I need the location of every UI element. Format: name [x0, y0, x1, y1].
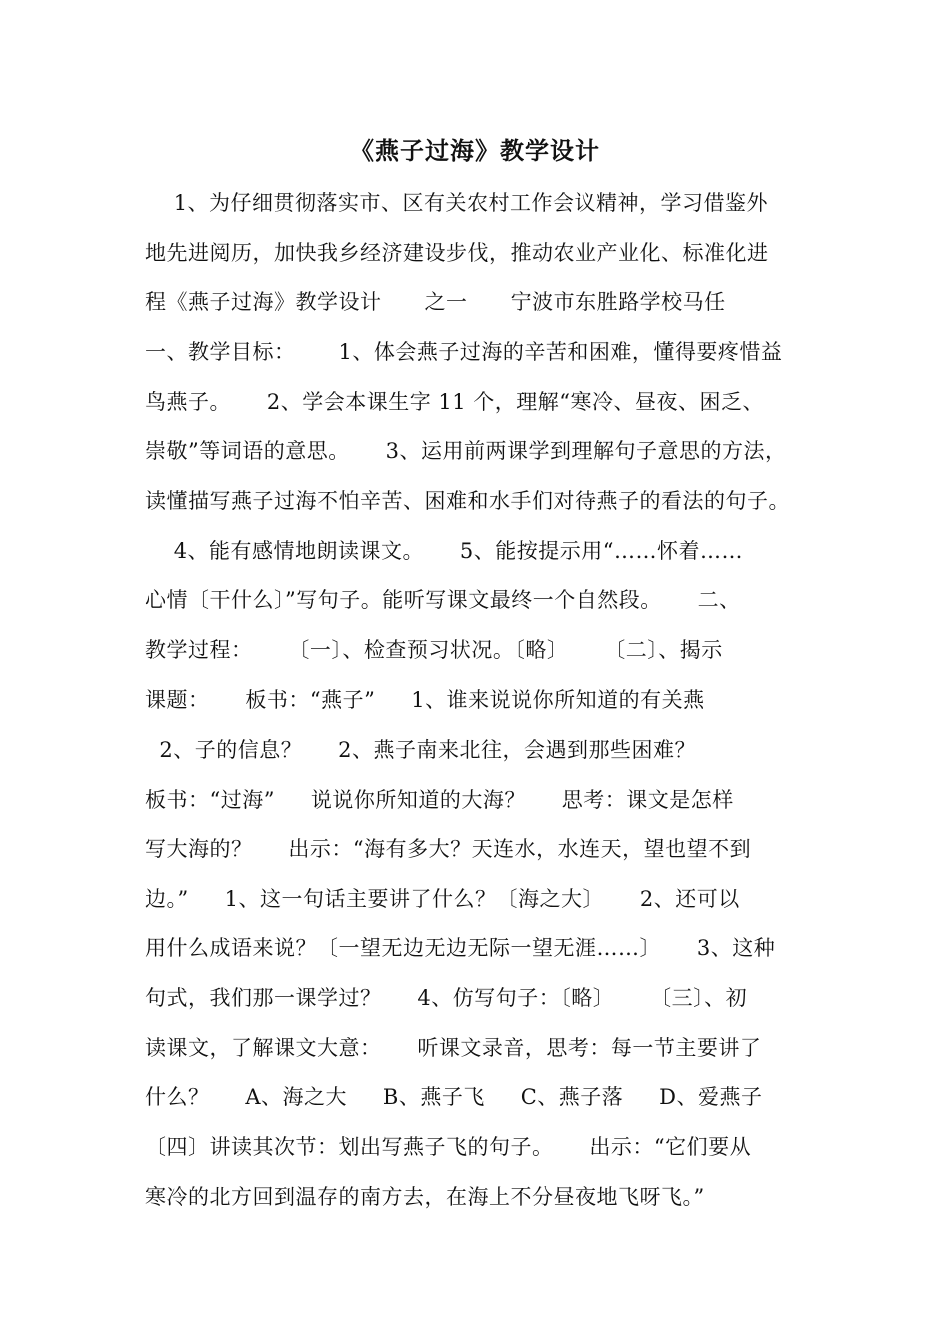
text-line: 心情〔干什么〕”写句子。能听写课文最终一个自然段。 二、: [145, 588, 741, 612]
text-line: 1、为仔细贯彻落实市、区有关农村工作会议精神，学习借鉴外: [145, 191, 769, 215]
text-line: 程《燕子过海》教学设计 之一 宁波市东胜路学校马任: [145, 290, 726, 314]
text-line: 崇敬”等词语的意思。 3、运用前两课学到理解句子意思的方法，: [145, 439, 787, 463]
text-line: 寒冷的北方回到温存的南方去，在海上不分昼夜地飞呀飞。”: [145, 1185, 705, 1209]
text-line: 读课文，了解课文大意： 听课文录音，思考：每一节主要讲了: [145, 1036, 762, 1060]
text-line: 写大海的？ 出示：“海有多大？天连水，水连天，望也望不到: [145, 837, 752, 861]
text-line: 句式，我们那一课学过？ 4、仿写句子：〔略〕 〔三〕、初: [145, 986, 748, 1010]
text-line: 一、教学目标： 1、体会燕子过海的辛苦和困难，懂得要疼惜益: [145, 340, 783, 364]
text-line: 4、能有感情地朗读课文。 5、能按提示用“……怀着……: [145, 539, 744, 563]
text-line: 地先进阅历，加快我乡经济建设步伐，推动农业产业化、标准化进: [145, 241, 769, 265]
text-line: 2、子的信息？ 2、燕子南来北往，会遇到那些困难？: [145, 738, 696, 762]
text-line: 边。” 1、这一句话主要讲了什么？〔海之大〕 2、还可以: [145, 887, 740, 911]
text-line: 课题： 板书：“燕子” 1、谁来说说你所知道的有关燕: [145, 688, 705, 712]
document-title: 《燕子过海》教学设计: [350, 137, 600, 165]
text-line: 用什么成语来说？〔一望无边无边无际一望无涯……〕 3、这种: [145, 936, 776, 960]
text-line: 〔四〕讲读其次节：划出写燕子飞的句子。 出示：“它们要从: [145, 1135, 752, 1159]
text-line: 读懂描写燕子过海不怕辛苦、困难和水手们对待燕子的看法的句子。: [145, 489, 790, 513]
text-line: 鸟燕子。 2、学会本课生字 11 个，理解“寒冷、昼夜、困乏、: [145, 390, 765, 414]
text-line: 板书：“过海” 说说你所知道的大海？ 思考：课文是怎样: [145, 788, 734, 812]
text-line: 教学过程： 〔一〕、检查预习状况。〔略〕 〔二〕、揭示: [145, 638, 723, 662]
text-line: 什么？ A、海之大 B、燕子飞 C、燕子落 D、爱燕子: [145, 1085, 763, 1109]
